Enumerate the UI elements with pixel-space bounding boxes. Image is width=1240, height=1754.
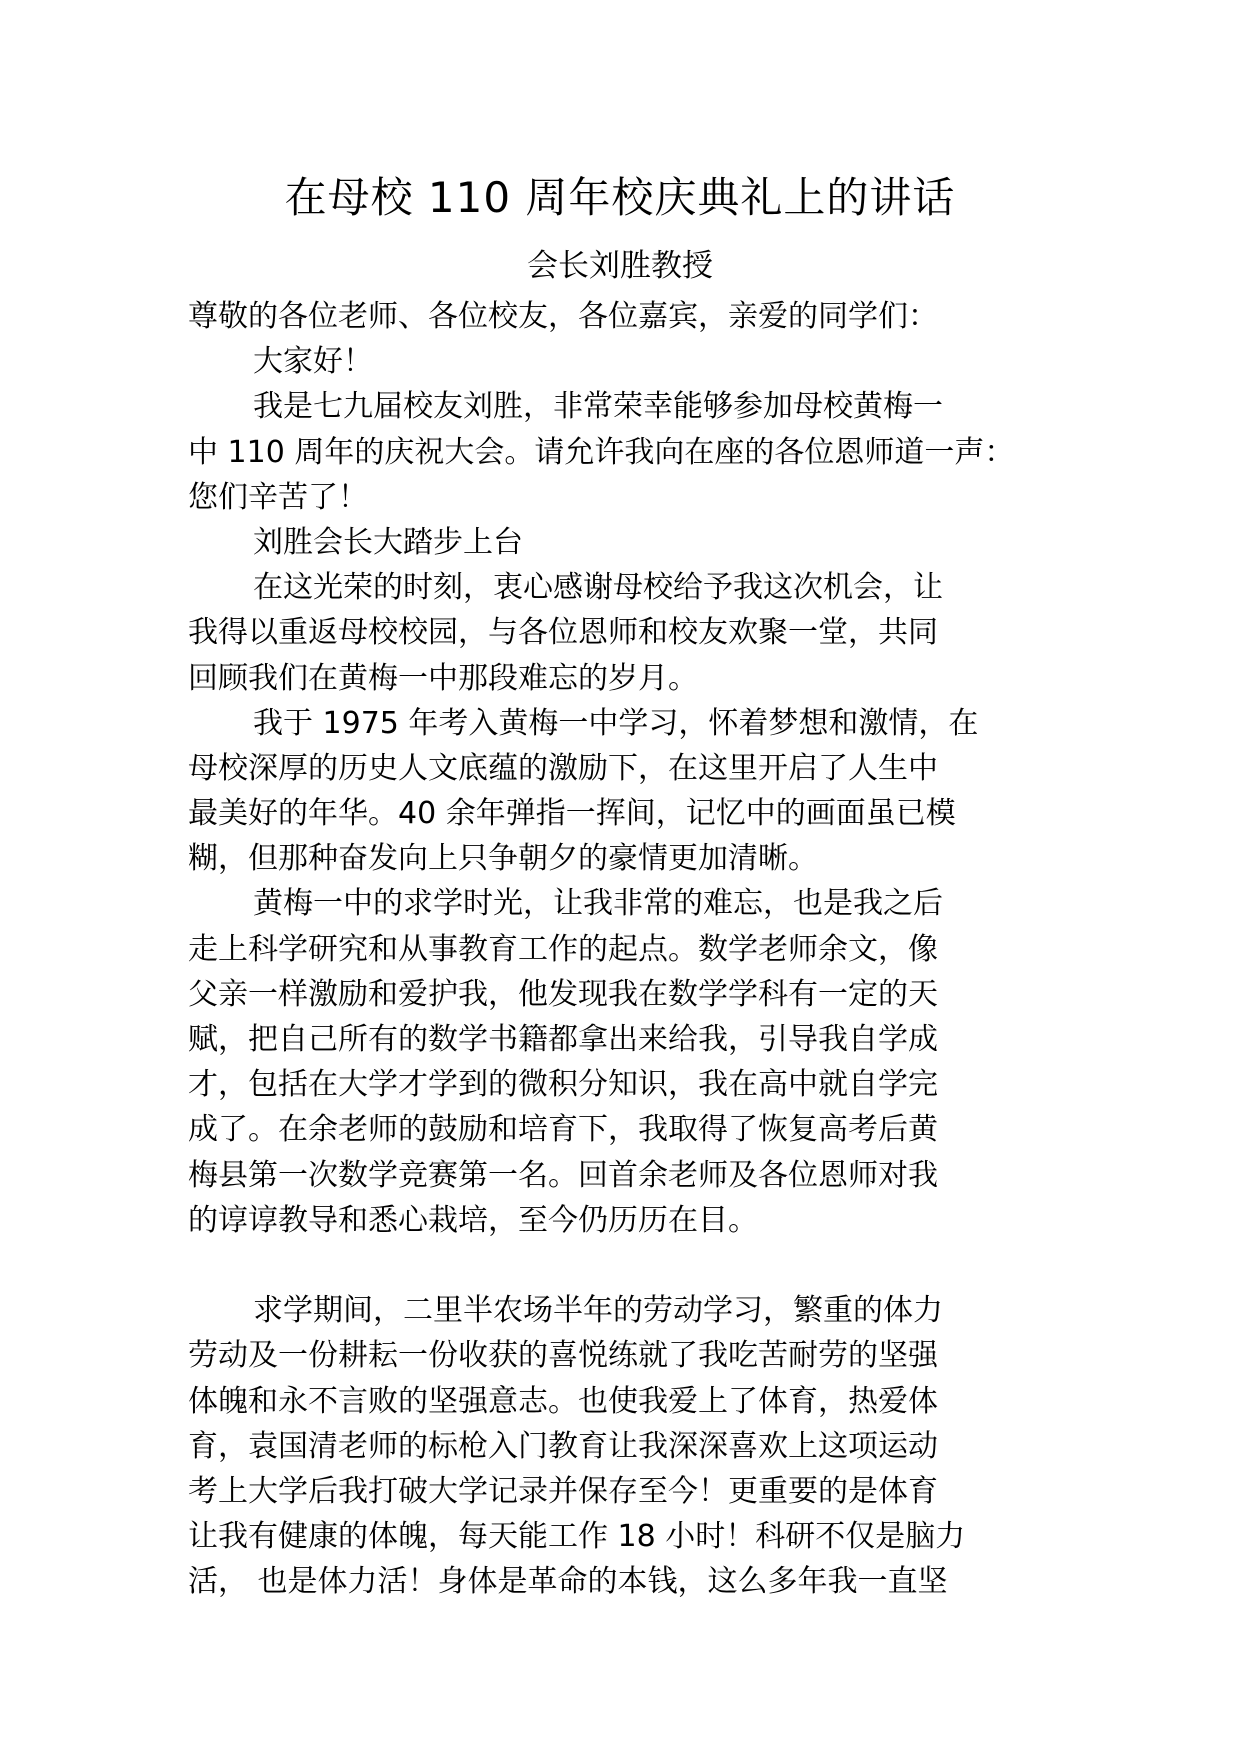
body-line: 回顾我们在黄梅一中那段难忘的岁月。 (188, 660, 698, 696)
body-line: 劳动及一份耕耘一份收获的喜悦练就了我吃苦耐劳的坚强 (188, 1338, 938, 1374)
salutation-line: 尊敬的各位老师、各位校友，各位嘉宾，亲爱的同学们： (188, 299, 938, 334)
body-line: 母校深厚的历史人文底蕴的激励下，在这里开启了人生中 (188, 750, 938, 786)
body-line: 育，袁国清老师的标枪入门教育让我深深喜欢上这项运动 (188, 1428, 938, 1464)
body-line: 活， 也是体力活！身体是革命的本钱，这么多年我一直坚 (188, 1564, 948, 1600)
body-line: 成了。在余老师的鼓励和培育下，我取得了恢复高考后黄 (188, 1112, 938, 1148)
stage-direction-line: 刘胜会长大踏步上台 (253, 524, 523, 560)
body-line: 父亲一样激励和爱护我，他发现我在数学学科有一定的天 (188, 976, 938, 1012)
body-line: 中 110 周年的庆祝大会。请允许我向在座的各位恩师道一声： (188, 434, 1015, 470)
body-line: 黄梅一中的求学时光，让我非常的难忘，也是我之后 (253, 886, 943, 922)
body-line: 在这光荣的时刻，衷心感谢母校给予我这次机会，让 (253, 570, 943, 606)
body-line: 考上大学后我打破大学记录并保存至今！更重要的是体育 (188, 1473, 938, 1509)
body-line: 您们辛苦了！ (188, 479, 368, 515)
body-line: 我得以重返母校校园，与各位恩师和校友欢聚一堂，共同 (188, 615, 938, 651)
body-line: 我于 1975 年考入黄梅一中学习，怀着梦想和激情，在 (253, 705, 979, 741)
greeting-line: 大家好！ (253, 344, 373, 380)
body-line: 体魄和永不言败的坚强意志。也使我爱上了体育，热爱体 (188, 1383, 938, 1419)
body-line: 赋，把自己所有的数学书籍都拿出来给我，引导我自学成 (188, 1022, 938, 1057)
body-line: 我是七九届校友刘胜，非常荣幸能够参加母校黄梅一 (253, 389, 943, 425)
body-line: 让我有健康的体魄，每天能工作 18 小时！科研不仅是脑力 (188, 1519, 966, 1555)
speech-body (188, 294, 1078, 1604)
body-line: 糊，但那种奋发向上只争朝夕的豪情更加清晰。 (188, 841, 818, 877)
body-line: 求学期间，二里半农场半年的劳动学习，繁重的体力 (253, 1293, 943, 1329)
speaker-byline: 会长刘胜教授 (527, 248, 713, 284)
paragraph-spacer (188, 1243, 1078, 1288)
body-line: 的谆谆教导和悉心栽培，至今仍历历在目。 (188, 1202, 758, 1238)
body-line: 梅县第一次数学竞赛第一名。回首余老师及各位恩师对我 (188, 1157, 938, 1193)
page-title: 在母校 110 周年校庆典礼上的讲话 (284, 173, 956, 222)
body-line: 才，包括在大学才学到的微积分知识，我在高中就自学完 (188, 1067, 938, 1103)
body-line: 走上科学研究和从事教育工作的起点。数学老师余文，像 (188, 931, 938, 967)
body-line: 最美好的年华。40 余年弹指一挥间，记忆中的画面虽已模 (188, 796, 956, 832)
